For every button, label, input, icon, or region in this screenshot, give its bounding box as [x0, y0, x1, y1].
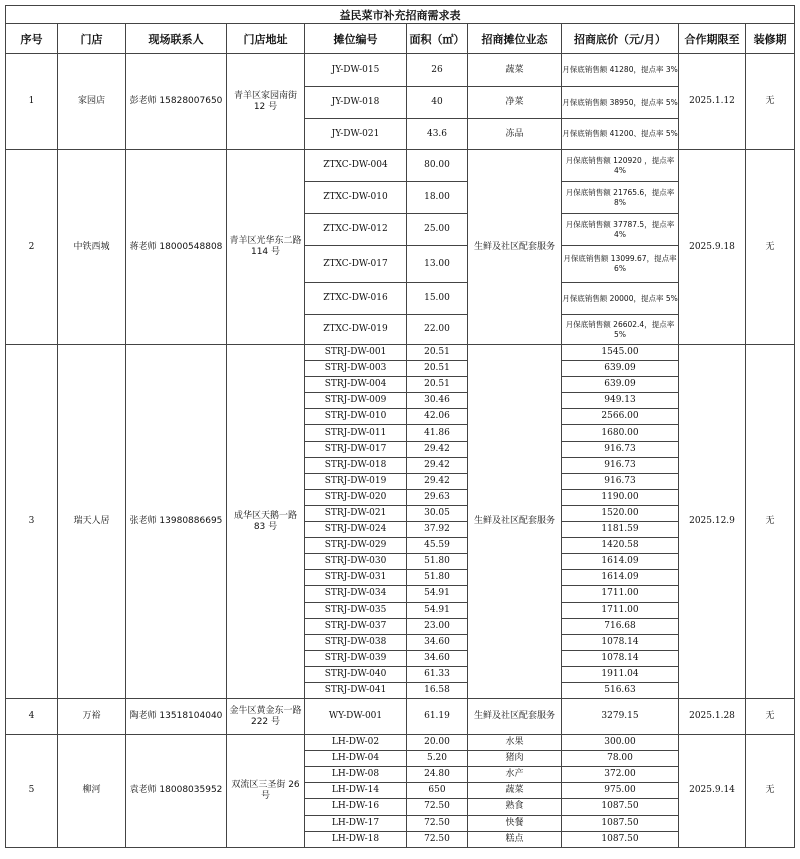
- stall-price: 300.00: [562, 735, 679, 751]
- stall-price: 1711.00: [562, 586, 679, 602]
- stall-area: 51.80: [407, 554, 468, 570]
- store-address: 成华区天鹅一路 83 号: [227, 345, 305, 699]
- store-address: 青羊区光华东二路 114 号: [227, 150, 305, 345]
- stall-business: 蔬菜: [468, 783, 562, 799]
- stall-area: 54.91: [407, 586, 468, 602]
- stall-price: 372.00: [562, 767, 679, 783]
- stall-price: 1420.58: [562, 538, 679, 554]
- stall-price: 975.00: [562, 783, 679, 799]
- stall-area: 54.91: [407, 602, 468, 618]
- stall-area: 30.05: [407, 505, 468, 521]
- stall-price: 639.09: [562, 361, 679, 377]
- stall-area: 61.19: [407, 699, 468, 735]
- stall-price: 1078.14: [562, 650, 679, 666]
- store-name: 瑞天人居: [58, 345, 126, 699]
- stall-price: 639.09: [562, 377, 679, 393]
- stall-business: 快餐: [468, 815, 562, 831]
- stall-price: 月保底销售额 38950，提点率 5%: [562, 87, 679, 119]
- store-contact: 陶老师 13518104040: [126, 699, 227, 735]
- stall-code: ZTXC-DW-004: [305, 150, 407, 182]
- stall-area: 45.59: [407, 538, 468, 554]
- store-address: 青羊区家园南街 12 号: [227, 54, 305, 150]
- stall-area: 650: [407, 783, 468, 799]
- stall-area: 34.60: [407, 650, 468, 666]
- decoration-period: 无: [746, 699, 795, 735]
- contract-deadline: 2025.12.9: [679, 345, 746, 699]
- stall-code: JY-DW-018: [305, 87, 407, 119]
- stall-area: 72.50: [407, 831, 468, 847]
- stall-area: 29.42: [407, 473, 468, 489]
- store-contact: 袁老师 18008035952: [126, 735, 227, 848]
- store-address: 金牛区黄金东一路 222 号: [227, 699, 305, 735]
- table-body: [6, 54, 795, 848]
- contract-deadline: 2025.9.18: [679, 150, 746, 345]
- stall-price: 1190.00: [562, 489, 679, 505]
- stall-price: 1614.09: [562, 554, 679, 570]
- store-name: 家园店: [58, 54, 126, 150]
- header-row: [6, 24, 795, 54]
- table-row: [6, 699, 795, 735]
- store-seq: 2: [6, 150, 58, 345]
- stall-business: 猪肉: [468, 751, 562, 767]
- stall-code: LH-DW-04: [305, 751, 407, 767]
- col-header-stall-code: 摊位编号: [305, 24, 407, 54]
- stall-price: 1911.04: [562, 666, 679, 682]
- store-contact: 张老师 13980886695: [126, 345, 227, 699]
- stall-area: 22.00: [407, 315, 468, 345]
- stall-code: STRJ-DW-018: [305, 457, 407, 473]
- stall-code: ZTXC-DW-016: [305, 283, 407, 315]
- stall-area: 29.63: [407, 489, 468, 505]
- stall-business: 生鲜及社区配套服务: [468, 150, 562, 345]
- stall-code: LH-DW-08: [305, 767, 407, 783]
- col-header-store: 门店: [58, 24, 126, 54]
- stall-price: 1520.00: [562, 505, 679, 521]
- decoration-period: 无: [746, 735, 795, 848]
- col-header-contact: 现场联系人: [126, 24, 227, 54]
- stall-price: 月保底销售额 13099.67，提点率 6%: [562, 246, 679, 283]
- stall-code: STRJ-DW-029: [305, 538, 407, 554]
- stall-code: STRJ-DW-038: [305, 634, 407, 650]
- stall-area: 13.00: [407, 246, 468, 283]
- stall-area: 72.50: [407, 799, 468, 815]
- stall-price: 1545.00: [562, 345, 679, 361]
- store-seq: 4: [6, 699, 58, 735]
- contract-deadline: 2025.9.14: [679, 735, 746, 848]
- stall-code: STRJ-DW-010: [305, 409, 407, 425]
- decoration-period: 无: [746, 345, 795, 699]
- stall-area: 40: [407, 87, 468, 119]
- stall-area: 20.51: [407, 345, 468, 361]
- stall-area: 18.00: [407, 182, 468, 214]
- stall-price: 1087.50: [562, 815, 679, 831]
- stall-code: ZTXC-DW-019: [305, 315, 407, 345]
- store-name: 中铁西城: [58, 150, 126, 345]
- stall-code: STRJ-DW-020: [305, 489, 407, 505]
- stall-code: STRJ-DW-004: [305, 377, 407, 393]
- stall-code: STRJ-DW-034: [305, 586, 407, 602]
- stall-area: 43.6: [407, 119, 468, 150]
- store-name: 柳河: [58, 735, 126, 848]
- stall-price: 月保底销售额 21765.6，提点率 8%: [562, 182, 679, 214]
- col-header-business: 招商摊位业态: [468, 24, 562, 54]
- stall-code: STRJ-DW-035: [305, 602, 407, 618]
- table-row: [6, 345, 795, 361]
- stall-code: STRJ-DW-011: [305, 425, 407, 441]
- stall-area: 37.92: [407, 522, 468, 538]
- stall-code: JY-DW-015: [305, 54, 407, 87]
- store-seq: 3: [6, 345, 58, 699]
- col-header-price: 招商底价（元/月）: [562, 24, 679, 54]
- stall-area: 25.00: [407, 214, 468, 246]
- stall-business: 净菜: [468, 87, 562, 119]
- col-header-decoration: 装修期: [746, 24, 795, 54]
- stall-business: 水果: [468, 735, 562, 751]
- stall-price: 3279.15: [562, 699, 679, 735]
- stall-area: 80.00: [407, 150, 468, 182]
- stall-code: ZTXC-DW-010: [305, 182, 407, 214]
- stall-price: 916.73: [562, 457, 679, 473]
- stall-area: 51.80: [407, 570, 468, 586]
- col-header-seq: 序号: [6, 24, 58, 54]
- stall-price: 716.68: [562, 618, 679, 634]
- stall-area: 5.20: [407, 751, 468, 767]
- stall-area: 61.33: [407, 666, 468, 682]
- stall-price: 78.00: [562, 751, 679, 767]
- table-title: 益民菜市补充招商需求表: [6, 6, 795, 24]
- stall-price: 月保底销售额 37787.5，提点率 4%: [562, 214, 679, 246]
- stall-code: STRJ-DW-003: [305, 361, 407, 377]
- stall-price: 516.63: [562, 682, 679, 698]
- store-address: 双流区三圣街 26 号: [227, 735, 305, 848]
- stall-area: 24.80: [407, 767, 468, 783]
- demand-table: [5, 5, 795, 848]
- stall-code: STRJ-DW-017: [305, 441, 407, 457]
- stall-price: 949.13: [562, 393, 679, 409]
- stall-area: 34.60: [407, 634, 468, 650]
- stall-code: LH-DW-14: [305, 783, 407, 799]
- stall-code: STRJ-DW-031: [305, 570, 407, 586]
- stall-price: 月保底销售额 41280，提点率 3%: [562, 54, 679, 87]
- decoration-period: 无: [746, 54, 795, 150]
- stall-area: 26: [407, 54, 468, 87]
- stall-price: 1680.00: [562, 425, 679, 441]
- stall-area: 29.42: [407, 441, 468, 457]
- stall-code: ZTXC-DW-012: [305, 214, 407, 246]
- stall-price: 916.73: [562, 441, 679, 457]
- stall-area: 15.00: [407, 283, 468, 315]
- stall-area: 20.51: [407, 377, 468, 393]
- stall-business: 熟食: [468, 799, 562, 815]
- stall-area: 23.00: [407, 618, 468, 634]
- store-seq: 1: [6, 54, 58, 150]
- col-header-deadline: 合作期限至: [679, 24, 746, 54]
- stall-business: 生鲜及社区配套服务: [468, 345, 562, 699]
- stall-area: 20.00: [407, 735, 468, 751]
- stall-price: 月保底销售额 120920 ，提点率 4%: [562, 150, 679, 182]
- stall-area: 29.42: [407, 457, 468, 473]
- stall-code: ZTXC-DW-017: [305, 246, 407, 283]
- stall-code: JY-DW-021: [305, 119, 407, 150]
- demand-sheet: [5, 5, 794, 848]
- stall-code: STRJ-DW-037: [305, 618, 407, 634]
- contract-deadline: 2025.1.12: [679, 54, 746, 150]
- table-row: [6, 54, 795, 87]
- store-contact: 彭老师 15828007650: [126, 54, 227, 150]
- stall-area: 20.51: [407, 361, 468, 377]
- stall-code: STRJ-DW-019: [305, 473, 407, 489]
- stall-area: 42.06: [407, 409, 468, 425]
- stall-business: 冻品: [468, 119, 562, 150]
- stall-code: WY-DW-001: [305, 699, 407, 735]
- stall-area: 16.58: [407, 682, 468, 698]
- col-header-address: 门店地址: [227, 24, 305, 54]
- store-name: 万裕: [58, 699, 126, 735]
- stall-code: STRJ-DW-041: [305, 682, 407, 698]
- stall-price: 1181.59: [562, 522, 679, 538]
- stall-code: STRJ-DW-039: [305, 650, 407, 666]
- stall-business: 糕点: [468, 831, 562, 847]
- store-contact: 蒋老师 18000548808: [126, 150, 227, 345]
- stall-price: 月保底销售额 26602.4，提点率 5%: [562, 315, 679, 345]
- decoration-period: 无: [746, 150, 795, 345]
- stall-price: 1087.50: [562, 831, 679, 847]
- store-seq: 5: [6, 735, 58, 848]
- stall-code: LH-DW-17: [305, 815, 407, 831]
- stall-business: 水产: [468, 767, 562, 783]
- stall-price: 月保底销售额 41200、提点率 5%: [562, 119, 679, 150]
- stall-price: 1087.50: [562, 799, 679, 815]
- stall-business: 生鲜及社区配套服务: [468, 699, 562, 735]
- stall-code: LH-DW-02: [305, 735, 407, 751]
- stall-price: 月保底销售额 20000，提点率 5%: [562, 283, 679, 315]
- stall-code: STRJ-DW-021: [305, 505, 407, 521]
- stall-code: STRJ-DW-040: [305, 666, 407, 682]
- stall-price: 1711.00: [562, 602, 679, 618]
- stall-price: 1078.14: [562, 634, 679, 650]
- stall-price: 2566.00: [562, 409, 679, 425]
- stall-price: 1614.09: [562, 570, 679, 586]
- table-row: [6, 150, 795, 182]
- stall-area: 30.46: [407, 393, 468, 409]
- stall-area: 72.50: [407, 815, 468, 831]
- stall-code: STRJ-DW-024: [305, 522, 407, 538]
- stall-price: 916.73: [562, 473, 679, 489]
- stall-code: LH-DW-18: [305, 831, 407, 847]
- table-row: [6, 735, 795, 751]
- stall-business: 蔬菜: [468, 54, 562, 87]
- stall-code: STRJ-DW-001: [305, 345, 407, 361]
- stall-code: STRJ-DW-030: [305, 554, 407, 570]
- stall-area: 41.86: [407, 425, 468, 441]
- stall-code: LH-DW-16: [305, 799, 407, 815]
- contract-deadline: 2025.1.28: [679, 699, 746, 735]
- stall-code: STRJ-DW-009: [305, 393, 407, 409]
- col-header-area: 面积（㎡）: [407, 24, 468, 54]
